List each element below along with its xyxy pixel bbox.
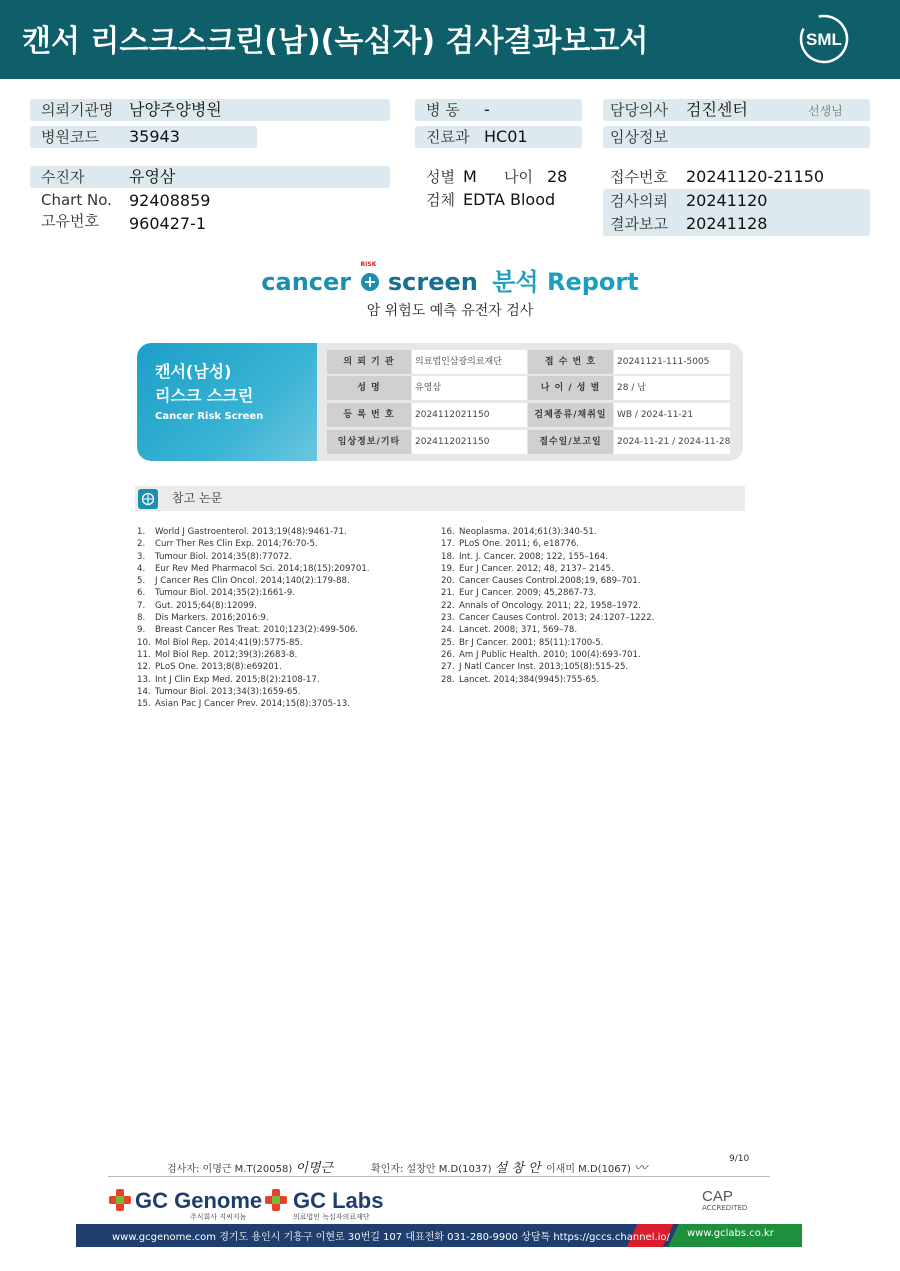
requesting-org-label: 의뢰기관명 (41, 101, 114, 119)
footer-divider (108, 1176, 770, 1177)
reference-item (137, 538, 427, 550)
recipient-label: 수진자 (41, 168, 85, 186)
reference-item (441, 551, 741, 563)
card-title-panel (137, 343, 317, 461)
footer-bar (76, 1224, 802, 1247)
reference-item (137, 587, 427, 599)
reference-item (441, 587, 741, 599)
references-list-left (137, 526, 427, 710)
examiner-signature (167, 1157, 333, 1176)
reference-item (137, 649, 427, 661)
footer-contact-text: www.gcgenome.com 경기도 용인시 기흥구 이현로 30번길 107 대표전화 031-280-9900 상담톡 https://gccs.channel.io/ (112, 1232, 670, 1243)
receipt-no-label: 접수번호 (610, 168, 668, 186)
sex-value: M (463, 167, 477, 186)
card-key: 나 이 / 성 별 (528, 376, 613, 400)
card-key: 등 록 번 호 (327, 403, 411, 427)
confirmer2-sign: 〰 (634, 1161, 648, 1176)
svg-text:SML: SML (806, 30, 842, 49)
reference-citation: Gut. 2015;64(8):12099. (155, 600, 257, 611)
reference-citation: Eur J Cancer. 2012; 48, 2137– 2145. (459, 563, 614, 574)
reference-citation: Mol Biol Rep. 2014;41(9):5775-85. (155, 637, 303, 648)
card-title-line1: 캔서(남성) (155, 362, 232, 381)
reference-item (441, 637, 741, 649)
reference-citation: Tumour Biol. 2014;35(2):1661-9. (155, 588, 296, 599)
card-value: 2024112021150 (412, 430, 527, 454)
gc-genome-logo: GC Genome (135, 1188, 263, 1213)
reference-number: 8. (137, 613, 146, 624)
gc-labs-logo: GC Labs (293, 1188, 384, 1213)
reference-item (441, 674, 741, 686)
cap-accredited: ACCREDITED (702, 1204, 748, 1212)
reference-citation: Int J Clin Exp Med. 2015;8(2):2108-17. (155, 674, 320, 685)
result-date-label: 결과보고 (610, 215, 668, 233)
risk-badge-icon (360, 261, 380, 290)
cancer-risk-screen-logo (0, 262, 900, 297)
reference-number: 20. (441, 576, 455, 587)
reference-item (441, 649, 741, 661)
reference-citation: J Natl Cancer Inst. 2013;105(8):515-25. (459, 662, 629, 673)
reference-number: 21. (441, 588, 455, 599)
card-key: 접수일/보고일 (528, 430, 613, 454)
age-label: 나이 (504, 168, 533, 186)
reference-citation: Dis Markers. 2016;2016:9. (155, 613, 269, 624)
ward-label: 병 동 (426, 101, 460, 119)
reference-number: 5. (137, 576, 146, 587)
logo-screen-text: screen (387, 268, 478, 296)
reference-number: 23. (441, 613, 455, 624)
reference-number: 13. (137, 674, 151, 685)
reference-citation: Asian Pac J Cancer Prev. 2014;15(8):3705-13. (155, 699, 350, 710)
reference-number: 4. (137, 563, 146, 574)
reference-citation: Tumour Biol. 2013;34(3):1659-65. (155, 686, 301, 697)
reference-item (441, 563, 741, 575)
confirmer1-name: 설창안 M.D(1037) (406, 1164, 492, 1175)
card-value: 20241121-111-5005 (614, 350, 730, 374)
reference-citation: Lancet. 2008; 371, 569–78. (459, 625, 578, 636)
reference-citation: Eur Rev Med Pharmacol Sci. 2014;18(15):209701. (155, 563, 370, 574)
examiner-sign: 이명근 (295, 1161, 334, 1176)
recipient-value: 유영삼 (129, 167, 176, 186)
reference-number: 11. (137, 649, 151, 660)
card-value: WB / 2024-11-21 (614, 403, 730, 427)
reference-citation: Eur J Cancer. 2009; 45,2867-73. (459, 588, 597, 599)
reference-citation: Curr Ther Res Clin Exp. 2014;76:70-5. (155, 539, 318, 550)
card-title-en: Cancer Risk Screen (155, 411, 264, 422)
reference-number: 12. (137, 662, 151, 673)
reference-number: 22. (441, 600, 455, 611)
card-key: 의 뢰 기 관 (327, 350, 411, 374)
card-value: 유영삼 (412, 376, 527, 400)
reference-citation: Cancer Causes Control.2008;19, 689–701. (459, 576, 641, 587)
confirmer-label: 확인자: (371, 1164, 404, 1175)
confirmer2-signature (546, 1157, 647, 1176)
cap-logo: CAP (702, 1188, 733, 1205)
receipt-no-value: 20241120-21150 (686, 167, 825, 186)
reference-number: 16. (441, 527, 455, 537)
chart-no-value: 92408859 (129, 191, 211, 210)
report-header (0, 0, 900, 79)
reference-item (137, 551, 427, 563)
unique-no-label: 고유번호 (41, 212, 99, 230)
request-date-label: 검사의뢰 (610, 192, 668, 210)
reference-item (137, 661, 427, 673)
reference-number: 15. (137, 699, 151, 710)
card-key: 임상정보/기타 (327, 430, 411, 454)
reference-number: 19. (441, 563, 455, 574)
cap-globe-icon (716, 1188, 726, 1198)
references-header (135, 486, 745, 511)
reference-number: 7. (137, 600, 146, 611)
footer-website-link[interactable]: www.gclabs.co.kr (687, 1228, 774, 1239)
test-summary-card (137, 343, 743, 461)
age-value: 28 (547, 167, 568, 186)
reference-item (137, 674, 427, 686)
reference-citation: Br J Cancer. 2001; 85(11):1700-5. (459, 637, 604, 648)
reference-number: 14. (137, 686, 151, 697)
card-title-line2: 리스크 스크린 (155, 386, 254, 405)
gc-labs-cross-icon (265, 1189, 287, 1211)
clinical-info-label: 임상정보 (610, 128, 668, 146)
reference-number: 2. (137, 539, 146, 550)
reference-item (441, 538, 741, 550)
reference-item (137, 698, 427, 710)
card-key: 검체종류/채취일 (528, 403, 613, 427)
reference-globe-icon (138, 489, 158, 509)
reference-item (137, 526, 427, 538)
doctor-suffix: 선생님 (808, 104, 843, 118)
card-value: 28 / 남 (614, 376, 730, 400)
reference-citation: PLoS One. 2013;8(8):e69201. (155, 662, 282, 673)
confirmer2-name: 이새미 M.D(1067) (546, 1164, 631, 1175)
card-value: 의료법인삼광의료재단 (412, 350, 527, 374)
report-title: 캔서 리스크스크린(남)(녹십자) 검사결과보고서 (22, 24, 649, 59)
unique-no-value: 960427-1 (129, 214, 207, 233)
requesting-org-value: 남양주양병원 (129, 100, 222, 119)
ward-value: - (484, 100, 490, 119)
logo-risk-text: RISK (360, 261, 377, 268)
reference-citation: Annals of Oncology. 2011; 22, 1958–1972. (459, 600, 641, 611)
reference-item (441, 526, 741, 538)
doctor-value: 검진센터 (686, 100, 748, 119)
reference-item (137, 600, 427, 612)
examiner-name: 검사자: 이명근 M.T(20058) (167, 1164, 293, 1175)
reference-number: 24. (441, 625, 455, 636)
gc-labs-subtext: 의료법인 녹십자의료재단 (293, 1213, 370, 1221)
reference-item (137, 612, 427, 624)
reference-item (441, 624, 741, 636)
gc-genome-cross-icon (109, 1189, 131, 1211)
page-number: 9/10 (729, 1154, 750, 1164)
reference-citation: Int. J. Cancer. 2008; 122, 155–164. (459, 551, 608, 562)
reference-number: 18. (441, 551, 455, 562)
doctor-label: 담당의사 (610, 101, 668, 119)
reference-item (441, 612, 741, 624)
hospital-code-value: 35943 (129, 127, 180, 146)
result-date-value: 20241128 (686, 214, 768, 233)
reference-citation: Cancer Causes Control. 2013; 24:1207–1222. (459, 613, 655, 624)
reference-item (137, 624, 427, 636)
reference-item (137, 575, 427, 587)
confirmer-signature (371, 1157, 541, 1176)
reference-number: 26. (441, 649, 455, 660)
reference-number: 9. (137, 625, 146, 636)
reference-item (441, 661, 741, 673)
dept-label: 진료과 (426, 128, 470, 146)
reference-citation: J Cancer Res Clin Oncol. 2014;140(2):179-88. (155, 576, 350, 587)
reference-number: 10. (137, 637, 151, 648)
reference-citation: Mol Biol Rep. 2012;39(3):2683-8. (155, 649, 298, 660)
reference-number: 25. (441, 637, 455, 648)
reference-citation: PLoS One. 2011; 6, e18776. (459, 539, 580, 550)
reference-item (441, 575, 741, 587)
reference-number: 28. (441, 674, 455, 685)
reference-number: 3. (137, 551, 146, 562)
logo-report-text: 분석 Report (492, 268, 639, 296)
report-subtitle: 암 위험도 예측 유전자 검사 (366, 303, 534, 319)
confirmer1-sign: 설 창 안 (494, 1161, 541, 1176)
card-key: 접 수 번 호 (528, 350, 613, 374)
sex-label: 성별 (426, 168, 455, 186)
reference-citation: Neoplasma. 2014;61(3):340-51. (459, 527, 597, 537)
reference-item (137, 686, 427, 698)
reference-citation: Lancet. 2014;384(9945):755-65. (459, 674, 600, 685)
gc-genome-subtext: 주식회사 지씨지놈 (190, 1213, 247, 1221)
specimen-value: EDTA Blood (463, 190, 556, 209)
reference-citation: Breast Cancer Res Treat. 2010;123(2):499-506. (155, 625, 359, 636)
references-title: 참고 논문 (172, 491, 223, 505)
dept-value: HC01 (484, 127, 528, 146)
reference-number: 1. (137, 527, 146, 537)
reference-number: 6. (137, 588, 146, 599)
chart-no-label: Chart No. (41, 191, 112, 209)
reference-number: 27. (441, 662, 455, 673)
reference-citation: Tumour Biol. 2014;35(8):77072. (155, 551, 292, 562)
reference-number: 17. (441, 539, 455, 550)
reference-item (137, 563, 427, 575)
card-value: 2024-11-21 / 2024-11-28 (614, 430, 730, 454)
card-value: 2024112021150 (412, 403, 527, 427)
reference-citation: World J Gastroenterol. 2013;19(48):9461-71. (155, 527, 347, 537)
reference-item (441, 600, 741, 612)
reference-citation: Am J Public Health. 2010; 100(4):693-701. (459, 649, 641, 660)
reference-item (137, 637, 427, 649)
specimen-label: 검체 (426, 191, 455, 209)
request-date-value: 20241120 (686, 191, 768, 210)
logo-cancer-text: cancer (261, 268, 352, 296)
sml-logo-icon (797, 12, 851, 66)
references-list-right (441, 526, 741, 686)
card-key: 성 명 (327, 376, 411, 400)
hospital-code-label: 병원코드 (41, 128, 99, 146)
